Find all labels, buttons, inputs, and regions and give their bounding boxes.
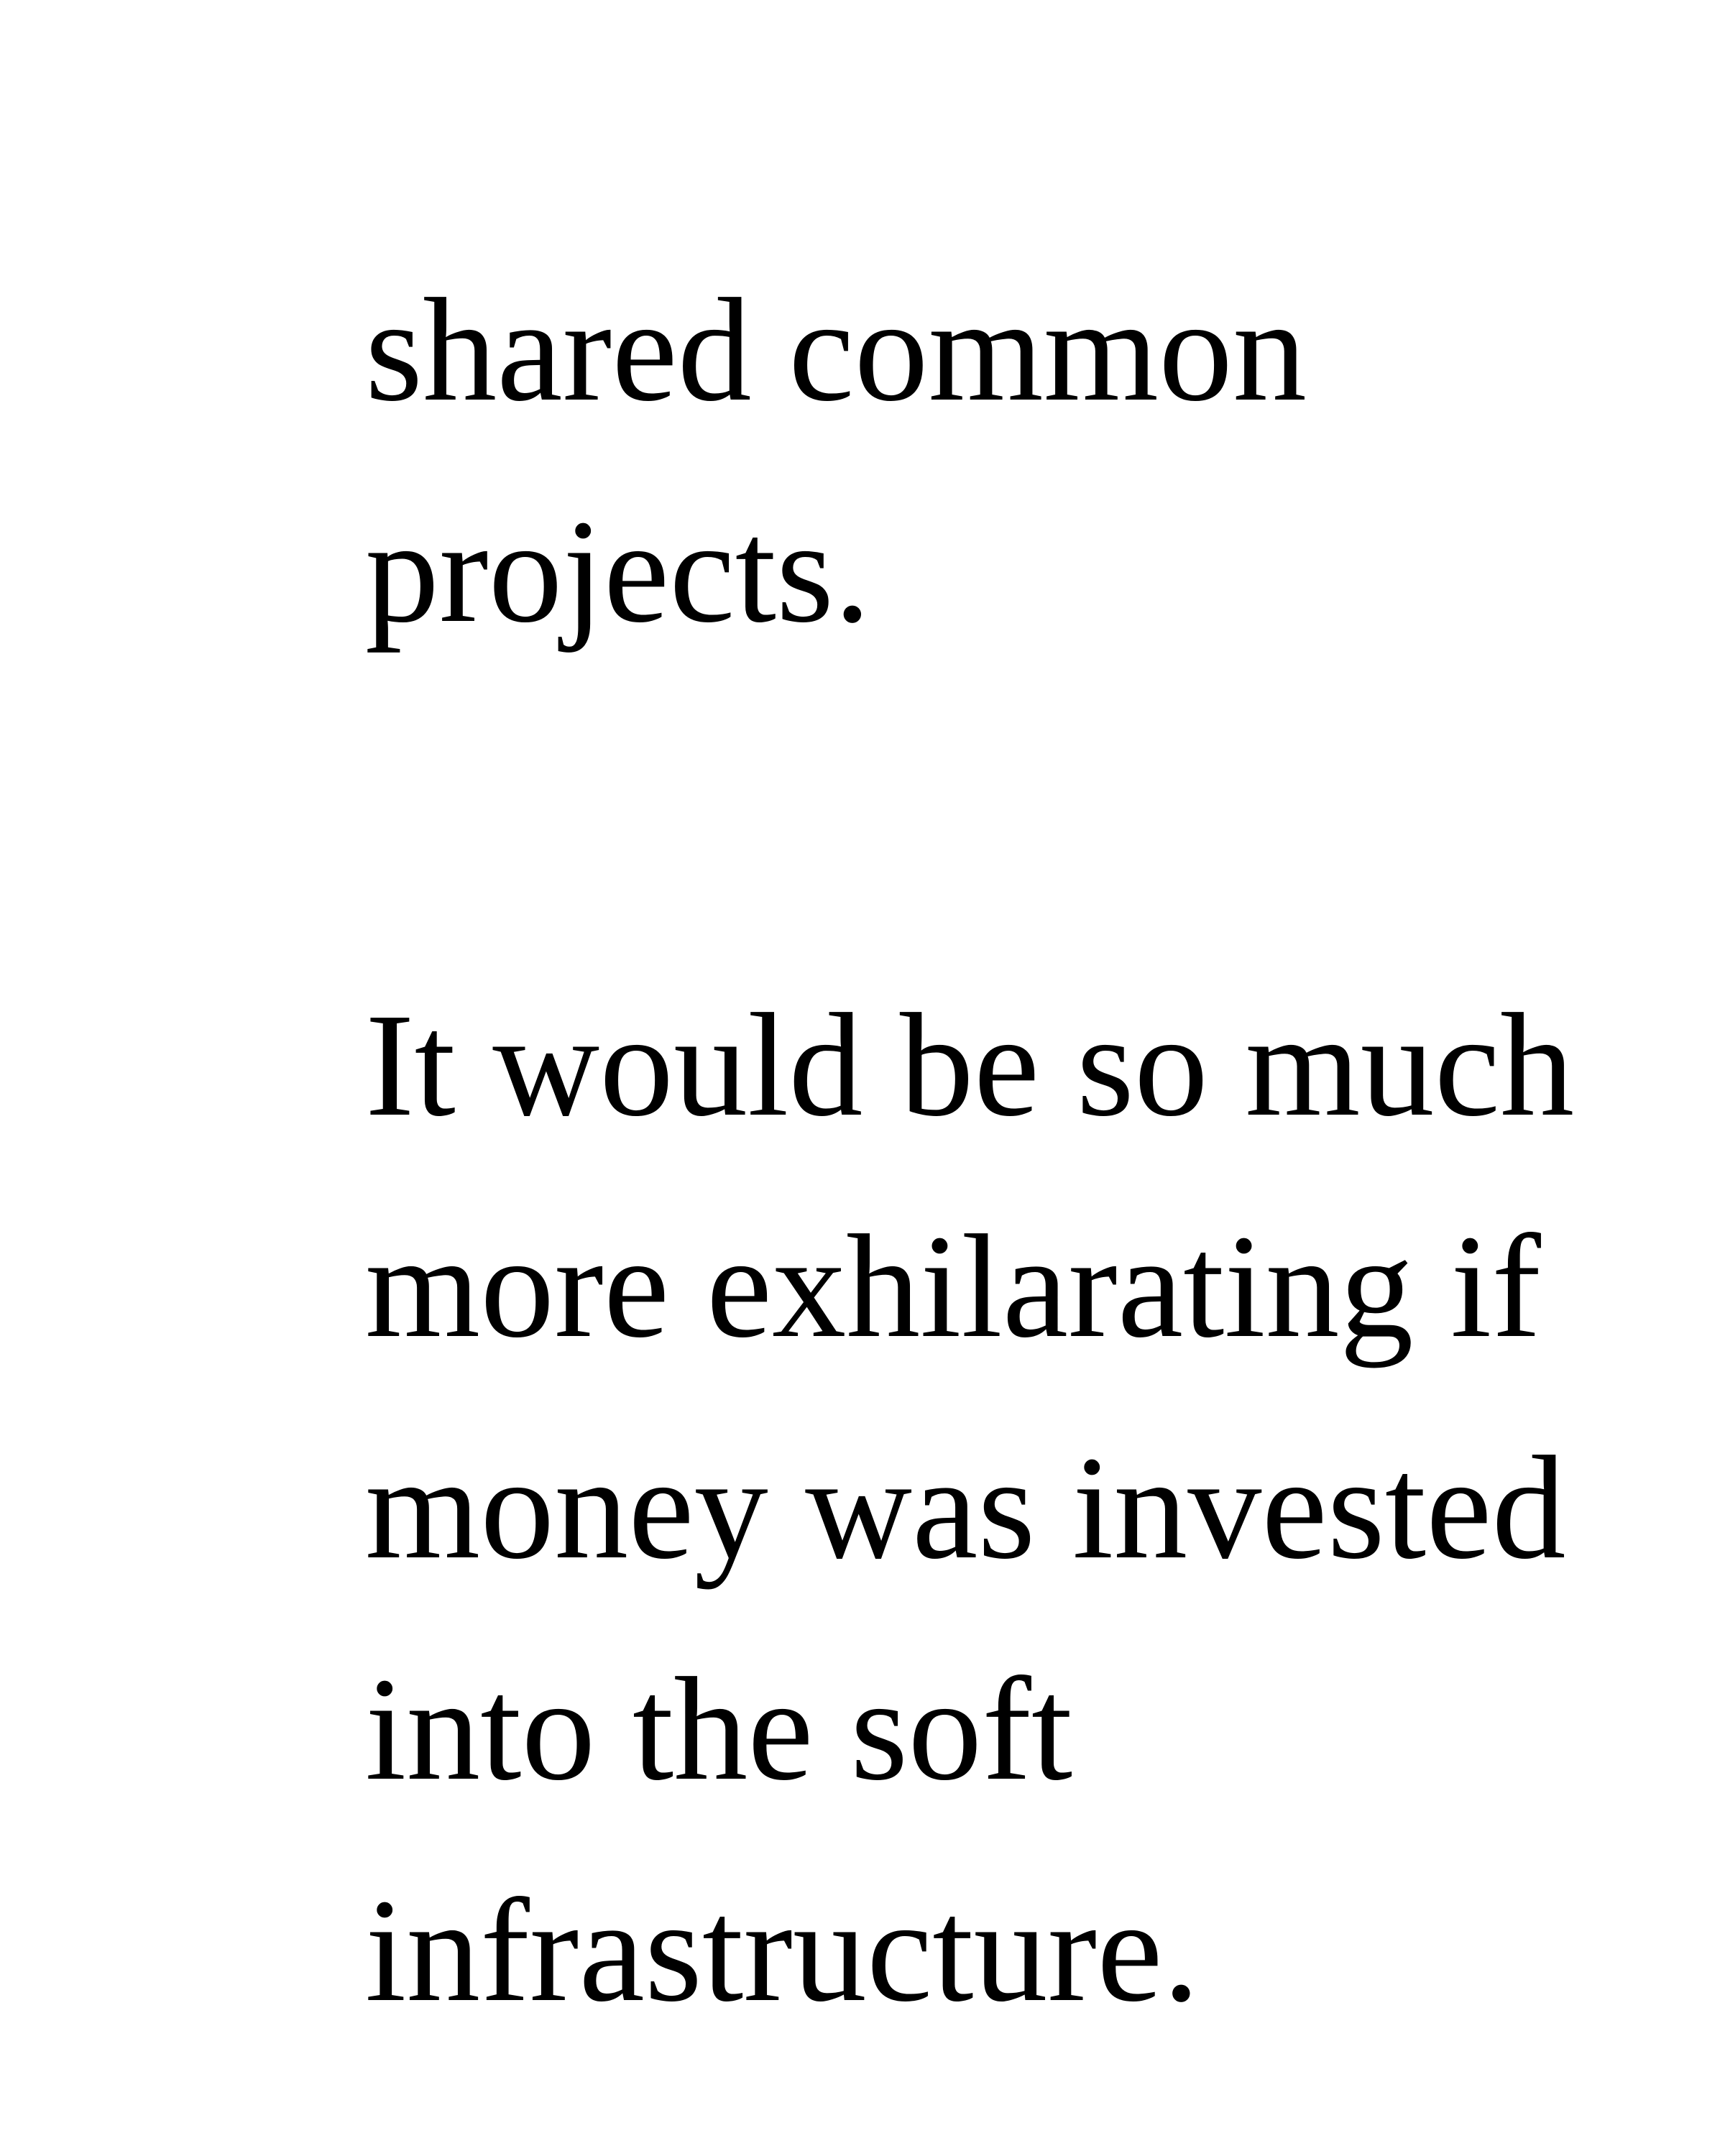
paragraph-line: projects. (365, 489, 871, 653)
paragraph-line: into the soft (365, 1646, 1073, 1811)
paragraph-1 (365, 239, 1307, 682)
paragraph-line: infrastructure. (365, 1868, 1200, 2032)
paragraph-line: It would be so much (365, 982, 1575, 1147)
paragraph-line: more exhilarating if (365, 1204, 1541, 1368)
paragraph-2 (365, 954, 1574, 2061)
paragraph-line: money was invested (365, 1425, 1566, 1590)
paragraph-line: shared common (365, 267, 1307, 432)
